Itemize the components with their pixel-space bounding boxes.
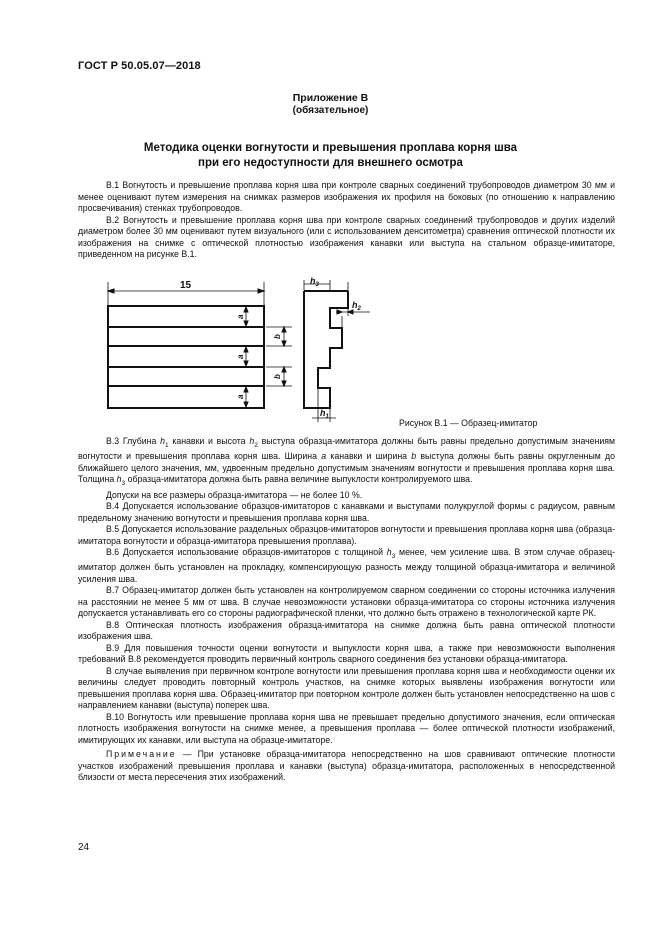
b6-h3-sub: 3 [391, 552, 396, 560]
figure-dim-b-1: b [273, 334, 282, 339]
figure-h2-sub: 2 [357, 306, 361, 312]
paragraph-b1: В.1 Вогнутость и превышение проплава корня шва при контроле сварных соединений трубопроводов диаметром 30 мм и менее оценивают путем измерения на снимках размеров изображения их профиля на боковых (по отношению к направлению просвечивания) стенках трубопроводов. [78, 180, 615, 213]
b3-h3-sub: 3 [121, 480, 126, 487]
figure-h3-letter: h [310, 276, 316, 286]
annex-status: (обязательное) [292, 105, 369, 116]
b6-text-2: менее, чем усиление шва. В этом случае образец-имитатор должен быть установлен на прокладку, компенсирующую разность между толщиной образца-имитатора и величиной усиления шва. [78, 547, 615, 584]
paragraph-b8: В.8 Оптическая плотность изображения образца-имитатора на снимке должна быть равна оптической плотности изображения шва. [78, 619, 615, 642]
profile-view [304, 280, 370, 422]
figure-dim-a-1: a [236, 314, 245, 319]
paragraph-b9-cont: В случае выявления при первичном контроле вогнутости или превышения проплава корня шва и необходимости оценки их величины следует проводить повторный контроль участков, на снимке которых выявлены изображения вогнутости или превышения проплава корня шва. Образец-имитатор при повторном контроле должен быть установлен непосредственно на шов с направлением канавки (выступа) поперек шва. [78, 665, 615, 711]
figure-h1-sub: 1 [325, 414, 329, 420]
figure-dim-b-2: b [273, 374, 282, 379]
figure-dim-a-2: a [236, 354, 245, 359]
b3-h1-sub: 1 [164, 441, 169, 449]
b3-h2: h [249, 436, 255, 446]
annex-heading-line2: при его недоступности для внешнего осмотра [198, 157, 463, 169]
paragraph-b6 [78, 547, 615, 585]
annex-heading-line1: Методика оценки вогнутости и превышения проплава корня шва [143, 142, 518, 154]
paragraph-b4: В.4 Допускается использование образцов-имитаторов с канавками и выступами полукруглой формы с радиусом, равным предельному значению вогнутости и превышения проплава корня шва. [78, 501, 615, 523]
b6-text-1: В.6 Допускается использование образцов-имитаторов с толщиной [106, 547, 387, 557]
figure-sample-simulator [100, 276, 380, 422]
plan-view [108, 282, 292, 408]
b3-text-3: выступа образца-имитатора должны быть равны предельно допустимым значениям вогнутости и превышения проплава корня шва. Ширина [78, 436, 616, 462]
b3-text-1: В.3 Глубина [106, 436, 161, 446]
annex-title: Приложение В [292, 92, 369, 104]
figure-h3-label [310, 276, 320, 288]
main-paragraphs [78, 436, 615, 784]
b3-text-6: образца-имитатора должна быть равна величине выпуклости контролируемого шва. [125, 474, 473, 485]
figure-h3-sub: 3 [315, 282, 319, 288]
figure-dim-a-3: a [236, 394, 245, 399]
paragraph-note [78, 749, 615, 784]
b3-a: a [321, 451, 327, 462]
paragraph-b3 [78, 436, 615, 490]
paragraph-b7: В.7 Образец-имитатор должен быть установлен на контролируемом сварном соединении со стороны источника излучения на расстоянии не менее 5 мм от шва. В случае невозможности установки образца-имитатора со стороны источника излучения допускается устанавливать его со стороны радиографической пленки, что должно быть отражено в технологической карте РК. [78, 585, 615, 619]
note-label: Примечание [106, 749, 177, 760]
note-text: — При установке образца-имитатора непосредственно на шов сравнивают оптические плотности участков изображений превышения проплава и канавки (выступа) образца-имитатора, расположенных в непосредственной близости от места пересечения этих изображений. [78, 749, 615, 783]
top-paragraphs [78, 180, 615, 261]
paragraph-b9: В.9 Для повышения точности оценки вогнутости и выпуклости корня шва, а также при невозможности выполнения требований В.8 рекомендуется проводить первичный контроль сварного соединения без установки образца-имитатора. [78, 642, 615, 665]
paragraph-b10: В.10 Вогнутость или превышение проплава корня шва не превышает предельно допустимого значения, если оптическая плотность изображения вогнутости на снимке менее, а превышения проплава — более оптической плотности изображений, имитирующих их канавки, или выступа на образце-имитаторе. [78, 711, 615, 745]
b6-h3: h [386, 547, 392, 557]
b3-text-2: канавки и высота [168, 436, 250, 446]
b3-b: b [411, 451, 417, 462]
figure-h2-letter: h [352, 300, 358, 310]
b3-h1: h [160, 436, 165, 446]
figure-h1-letter: h [320, 408, 326, 418]
b3-h3: h [116, 474, 122, 485]
figure-width-label: 15 [180, 280, 192, 291]
b3-text-5: выступа должны быть равны округленным до ближайшего целого значения, мм, удвоенным предельно допустимым значениям вогнутости и превышения проплава корня шва. Толщина [78, 451, 615, 485]
paragraph-b5: В.5 Допускается использование раздельных образцов-имитаторов вогнутости и превышения проплава корня шва (образца-имитатора вогнутости и образца-имитатора превышения проплава). [78, 524, 615, 546]
page-number: 24 [78, 842, 90, 853]
b3-text-4: канавки и ширина [326, 451, 412, 462]
paragraph-b2: В.2 Вогнутость и превышение проплава корня шва при контроле сварных соединений трубопроводов и других изделий диаметром более 30 мм оценивают путем визуального (или с использованием денситометра) сравнения оптической плотности их изображения на снимке с оптической плотностью изображения канавки или выступа на стальном образце-имитаторе, приведенном на рисунке В.1. [78, 214, 615, 259]
b3-h2-sub: 2 [254, 441, 258, 449]
paragraph-tolerance: Допуски на все размеры образца-имитатора — не более 10 %. [106, 489, 363, 500]
standard-header: ГОСТ Р 50.05.07—2018 [78, 60, 201, 72]
figure-caption: Рисунок В.1 — Образец-имитатор [399, 418, 538, 428]
